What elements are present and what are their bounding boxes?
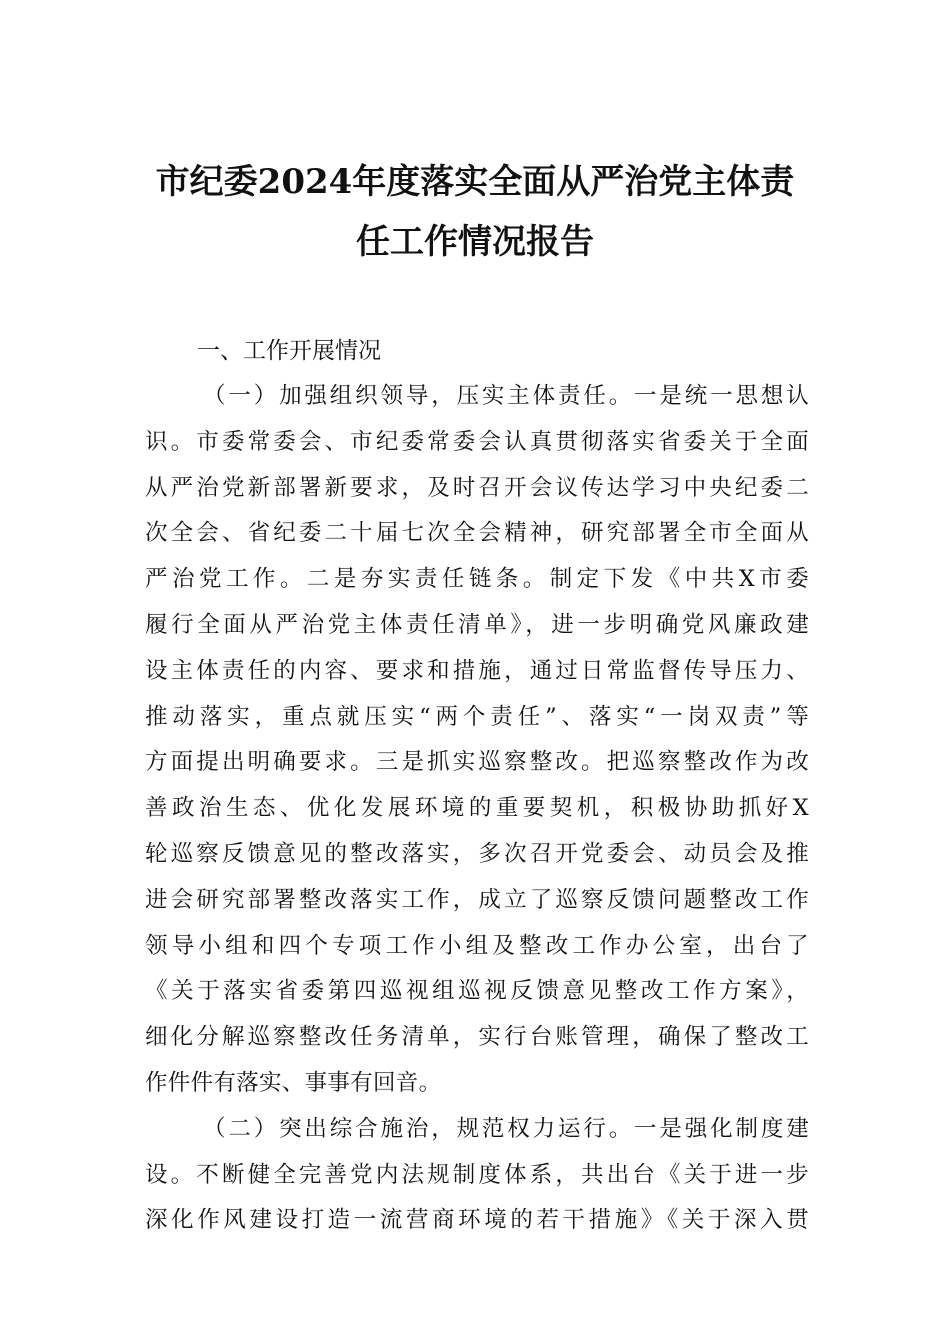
paragraph-line: 推动落实，重点就压实“两个责任”、落实“一岗双责”等: [145, 703, 809, 730]
paragraph-line: 设。不断健全完善党内法规制度体系，共出台《关于进一步: [145, 1161, 809, 1188]
paragraph-line: 从严治党新部署新要求，及时召开会议传达学习中央纪委二: [145, 474, 809, 501]
paragraph-line: 领导小组和四个专项工作小组及整改工作办公室，出台了: [145, 932, 809, 959]
paragraph-line: 设主体责任的内容、要求和措施，通过日常监督传导压力、: [145, 657, 809, 684]
section-heading: 一、工作开展情况: [197, 338, 381, 364]
document-body: [145, 328, 809, 1244]
paragraph-line: 轮巡察反馈意见的整改落实，多次召开党委会、动员会及推: [145, 840, 809, 867]
paragraph-line: 进会研究部署整改落实工作，成立了巡察反馈问题整改工作: [145, 886, 809, 913]
paragraph-line: 作件件有落实、事事有回音。: [145, 1069, 442, 1096]
paragraph-organizational-leadership: [145, 374, 809, 1107]
title-line-2: 任工作情况报告: [356, 222, 594, 262]
paragraph-line: （二）突出综合施治，规范权力运行。一是强化制度建: [203, 1115, 809, 1142]
paragraph-comprehensive-governance: [145, 1107, 809, 1244]
paragraph-line: 细化分解巡察整改任务清单，实行台账管理，确保了整改工: [145, 1024, 809, 1051]
paragraph-line: （一）加强组织领导，压实主体责任。一是统一思想认: [203, 383, 809, 409]
paragraph-line: 履行全面从严治党主体责任清单》，进一步明确党风廉政建: [145, 611, 809, 638]
title-line-1: 市纪委2024年度落实全面从严治党主体责: [155, 162, 795, 202]
paragraph-line: 善政治生态、优化发展环境的重要契机，积极协助抓好X: [145, 795, 809, 822]
paragraph-line: 深化作风建设打造一流营商环境的若干措施》《关于深入贯: [145, 1207, 809, 1234]
paragraph-line: 次全会、省纪委二十届七次全会精神，研究部署全市全面从: [145, 520, 809, 547]
paragraph-line: 《关于落实省委第四巡视组巡视反馈意见整改工作方案》，: [145, 978, 809, 1005]
paragraph-line: 识。市委常委会、市纪委常委会认真贯彻落实省委关于全面: [145, 428, 809, 455]
document-title: [130, 152, 820, 272]
paragraph-line: 严治党工作。二是夯实责任链条。制定下发《中共X市委: [145, 566, 809, 593]
paragraph-line: 方面提出明确要求。三是抓实巡察整改。把巡察整改作为改: [145, 749, 809, 776]
